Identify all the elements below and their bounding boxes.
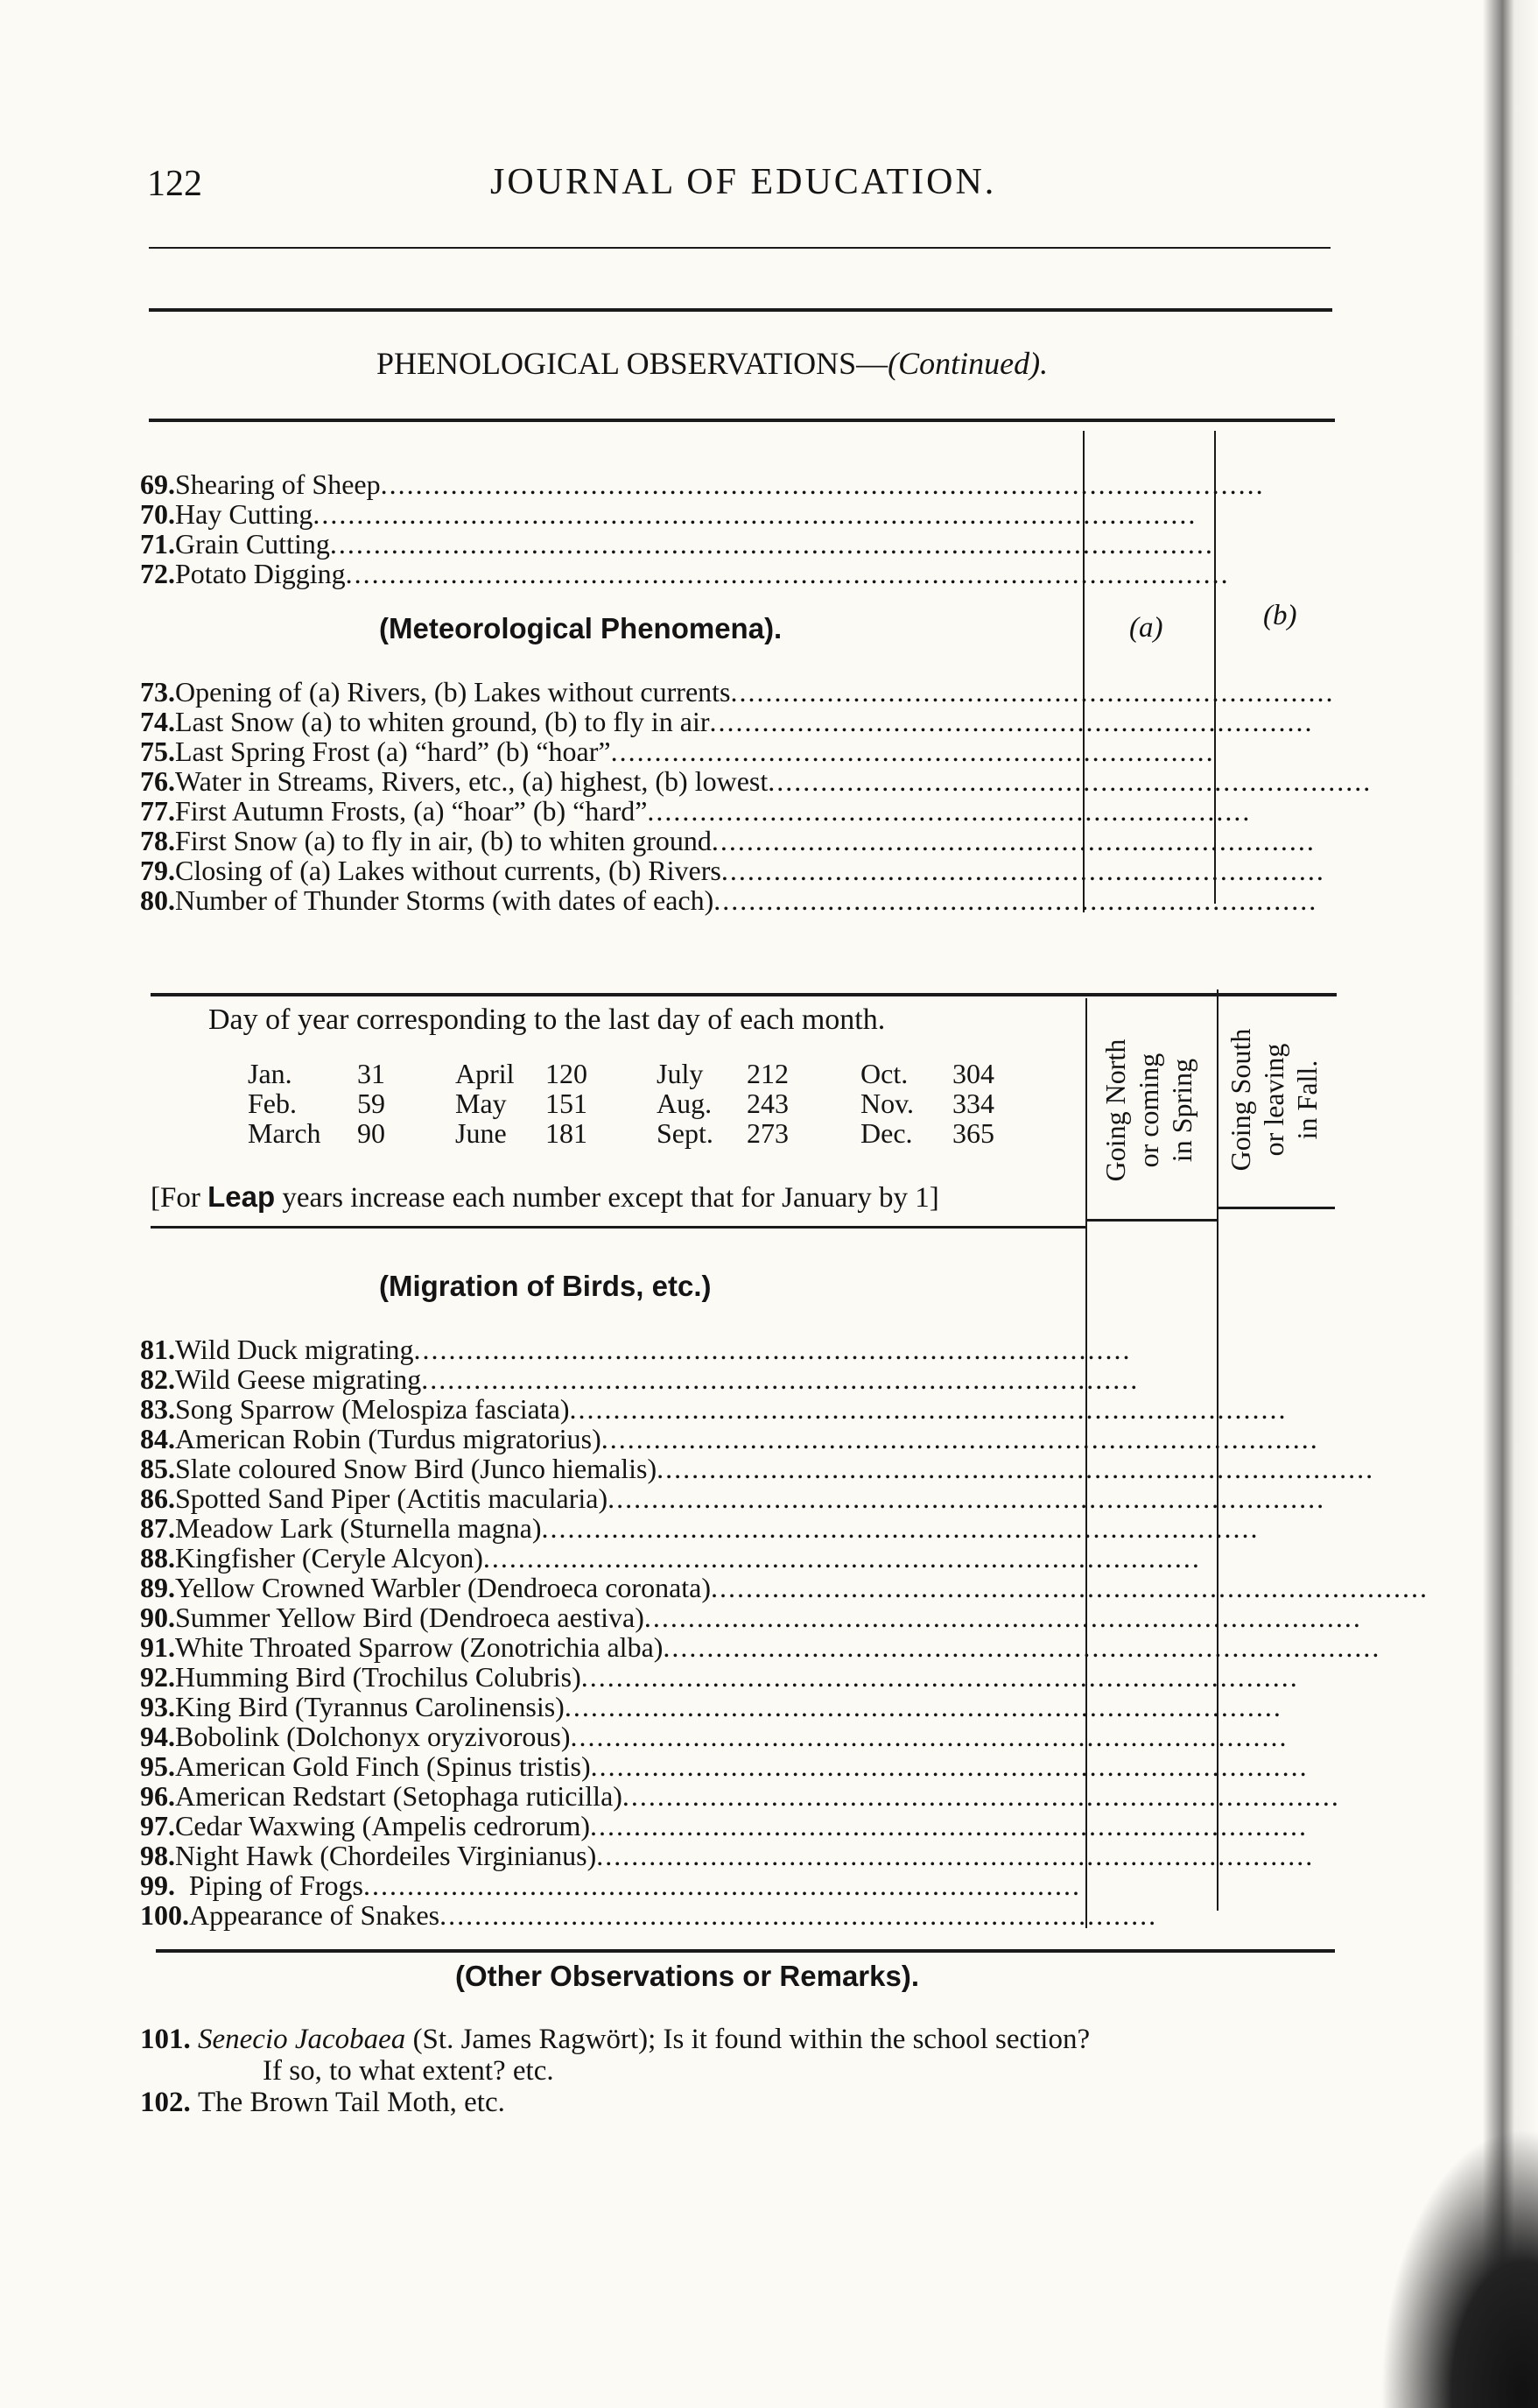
list-item xyxy=(140,1363,1140,1395)
list-item xyxy=(140,1810,1309,1841)
month-name: Feb. xyxy=(248,1088,297,1119)
item-number: 76. xyxy=(140,765,175,797)
month-name: Sept. xyxy=(657,1117,713,1149)
leap-note-bold: Leap xyxy=(207,1180,276,1213)
leader-dots: .................................................................................. xyxy=(439,1899,1158,1931)
leader-dots: .................................................................................. xyxy=(657,1453,1375,1484)
going-north-line: Going North xyxy=(1099,1039,1131,1182)
item-label: Kingfisher (Ceryle Alcyon) xyxy=(175,1542,483,1574)
section-title-continued: (Continued). xyxy=(888,346,1049,381)
leader-dots: ..................................................................... xyxy=(730,676,1335,708)
migration-heading: (Migration of Birds, etc.) xyxy=(379,1270,712,1302)
item-label: Wild Geese migrating xyxy=(175,1363,422,1395)
leader-dots: ..................................................................... xyxy=(610,736,1215,767)
item-label: Meadow Lark (Sturnella magna) xyxy=(175,1512,542,1544)
section-title xyxy=(376,346,1048,381)
list-item xyxy=(140,558,1230,589)
item-label: American Redstart (Setophaga ruticilla) xyxy=(175,1780,622,1812)
leader-dots: .................................................................................. xyxy=(622,1780,1340,1812)
month-day: 243 xyxy=(747,1088,789,1119)
item-label: Wild Duck migrating xyxy=(175,1334,414,1365)
item-number: 93. xyxy=(140,1691,175,1722)
item-number: 73. xyxy=(140,676,175,708)
column-a-label: (a) xyxy=(1129,612,1163,644)
month-day: 181 xyxy=(545,1117,587,1149)
leap-note-prefix: [For xyxy=(151,1182,208,1214)
month-day: 90 xyxy=(357,1117,385,1149)
list-item xyxy=(140,1393,1288,1425)
month-name: April xyxy=(455,1058,515,1089)
item-number: 85. xyxy=(140,1453,175,1484)
journal-title: JOURNAL OF EDUCATION. xyxy=(490,162,997,202)
leader-dots: .................................................................................. xyxy=(590,1750,1309,1782)
going-north-header xyxy=(1099,975,1204,1246)
going-south-line: Going South xyxy=(1225,1028,1256,1172)
page-number: 122 xyxy=(147,164,202,204)
item-number: 97. xyxy=(140,1810,175,1841)
item-label: Summer Yellow Bird (Dendroeca aestiva) xyxy=(175,1602,644,1633)
item-number: 78. xyxy=(140,825,175,856)
list-item xyxy=(140,1870,1081,1900)
leader-dots: ..................................................................... xyxy=(647,795,1252,827)
month-day: 59 xyxy=(357,1088,385,1119)
item-number: 90. xyxy=(140,1602,175,1633)
list-item xyxy=(140,1721,1289,1752)
item-number: 86. xyxy=(140,1482,175,1514)
column-b-label: (b) xyxy=(1263,600,1297,631)
going-south-header xyxy=(1224,968,1329,1231)
leader-dots: .................................................................................. xyxy=(663,1631,1381,1663)
list-item xyxy=(140,1453,1375,1484)
going-north-line: or coming xyxy=(1133,1053,1164,1168)
month-day: 273 xyxy=(747,1117,789,1149)
list-item xyxy=(140,825,1316,856)
item-number: 77. xyxy=(140,795,175,827)
item-label: Slate coloured Snow Bird (Junco hiemalis) xyxy=(175,1453,657,1484)
month-name: May xyxy=(455,1088,507,1119)
other-observations-heading: (Other Observations or Remarks). xyxy=(455,1960,919,1992)
item-label: Yellow Crowned Warbler (Dendroeca coronata) xyxy=(175,1572,712,1603)
item-number: 92. xyxy=(140,1661,175,1693)
leader-dots: .................................................................................. xyxy=(569,1393,1288,1425)
header-rule-thick xyxy=(149,308,1332,312)
item-label: Piping of Frogs xyxy=(188,1869,363,1901)
leap-note-suffix: years increase each number except that for January by 1] xyxy=(275,1182,939,1214)
item-number: 80. xyxy=(140,884,175,916)
leader-dots: ..................................................................................................... xyxy=(329,528,1214,560)
item-label: Song Sparrow (Melospiza fasciata) xyxy=(175,1393,570,1425)
item-label: White Throated Sparrow (Zonotrichia alba) xyxy=(175,1631,664,1663)
item-label: King Bird (Tyrannus Carolinensis) xyxy=(175,1691,565,1722)
item-number: 69. xyxy=(140,468,175,500)
leader-dots: .................................................................................. xyxy=(590,1810,1309,1841)
month-name: July xyxy=(657,1058,704,1089)
item-number: 83. xyxy=(140,1393,175,1425)
item-label: Last Snow (a) to whiten ground, (b) to fly in air xyxy=(175,706,710,737)
going-north-line: in Spring xyxy=(1166,1058,1197,1163)
month-name: March xyxy=(248,1117,321,1149)
list-item xyxy=(140,1840,1315,1871)
item-number: 96. xyxy=(140,1780,175,1812)
item-label: Humming Bird (Trochilus Colubris) xyxy=(175,1661,581,1693)
leader-dots: ..................................................................... xyxy=(709,706,1314,737)
month-day: 31 xyxy=(357,1058,385,1089)
leader-dots: ..................................................................... xyxy=(768,765,1373,797)
month-name: Aug. xyxy=(657,1088,713,1119)
leader-dots: ..................................................................... xyxy=(711,825,1316,856)
list-item xyxy=(140,1631,1381,1663)
species-name: Senecio Jacobaea xyxy=(198,2024,406,2055)
list-item xyxy=(140,528,1214,560)
section-title-rule xyxy=(149,419,1335,422)
item-number: 70. xyxy=(140,498,175,530)
item-number: 71. xyxy=(140,528,175,560)
item-label: Bobolink (Dolchonyx oryzivorous) xyxy=(175,1721,571,1752)
list-item xyxy=(140,1423,1319,1454)
leader-dots: ..................................................................... xyxy=(713,884,1318,916)
list-item xyxy=(140,1512,1260,1544)
item-label: Closing of (a) Lakes without currents, (b) Rivers xyxy=(175,855,721,886)
item-number: 87. xyxy=(140,1512,175,1544)
observation-item-101 xyxy=(140,2024,1090,2054)
leader-dots: ..................................................................................................... xyxy=(313,498,1197,530)
list-item xyxy=(140,855,1325,886)
month-name: Nov. xyxy=(860,1088,915,1119)
leader-dots: .................................................................................. xyxy=(482,1542,1201,1574)
item-number: 81. xyxy=(140,1334,175,1365)
item-label: Spotted Sand Piper (Actitis macularia) xyxy=(175,1482,608,1514)
item-label: Cedar Waxwing (Ampelis cedrorum) xyxy=(175,1810,591,1841)
list-item xyxy=(140,1691,1282,1722)
month-day: 120 xyxy=(545,1058,587,1089)
observation-item-102 xyxy=(140,2088,505,2117)
scan-ink-blot xyxy=(1380,2128,1538,2408)
section-title-main: PHENOLOGICAL OBSERVATIONS— xyxy=(376,346,888,381)
item-number: 100. xyxy=(140,1899,189,1931)
list-item xyxy=(140,1602,1362,1633)
item-number: 91. xyxy=(140,1631,175,1663)
month-name: Jan. xyxy=(248,1058,292,1089)
going-south-line: or leaving xyxy=(1258,1043,1289,1157)
item-label: Potato Digging xyxy=(175,558,346,589)
list-item xyxy=(140,1750,1309,1782)
item-label: Hay Cutting xyxy=(175,498,313,530)
item-label: Number of Thunder Storms (with dates of each) xyxy=(175,884,714,916)
month-name: Oct. xyxy=(860,1058,909,1089)
item-label: Opening of (a) Rivers, (b) Lakes without currents xyxy=(175,676,731,708)
list-item xyxy=(140,1482,1326,1514)
leap-year-note xyxy=(151,1182,939,1213)
list-item xyxy=(140,1899,1158,1931)
leader-dots: .................................................................................. xyxy=(564,1691,1282,1722)
list-item xyxy=(140,1572,1429,1603)
item-label: American Robin (Turdus migratorius) xyxy=(175,1423,601,1454)
list-item xyxy=(140,795,1252,827)
item-number: 84. xyxy=(140,1423,175,1454)
item-number: 99. xyxy=(140,1869,175,1901)
item-number: 79. xyxy=(140,855,175,886)
item-label: Last Spring Frost (a) “hard” (b) “hoar” xyxy=(175,736,611,767)
leader-dots: ..................................................................................................... xyxy=(345,558,1230,589)
item-label: Shearing of Sheep xyxy=(175,468,381,500)
item-label: First Autumn Frosts, (a) “hoar” (b) “hard” xyxy=(175,795,648,827)
leader-dots: ..................................................................... xyxy=(720,855,1325,886)
item-number: 102. xyxy=(140,2087,191,2118)
leader-dots: .................................................................................. xyxy=(600,1423,1319,1454)
leader-dots: .................................................................................. xyxy=(643,1602,1362,1633)
item-label: Grain Cutting xyxy=(175,528,330,560)
list-item xyxy=(140,1661,1299,1693)
month-day: 304 xyxy=(952,1058,994,1089)
month-name: Dec. xyxy=(860,1117,913,1149)
month-day-table xyxy=(248,1058,1036,1163)
list-item xyxy=(140,468,1265,500)
list-item xyxy=(140,498,1197,530)
leader-dots: .................................................................................. xyxy=(363,1869,1081,1901)
header-rule-thin xyxy=(149,247,1331,249)
leader-dots: .................................................................................. xyxy=(607,1482,1326,1514)
observation-item-101-continuation: If so, to what extent? etc. xyxy=(263,2055,554,2087)
month-day: 212 xyxy=(747,1058,789,1089)
item-label: Appearance of Snakes xyxy=(189,1899,440,1931)
list-item xyxy=(140,1334,1132,1365)
item-number: 75. xyxy=(140,736,175,767)
leader-dots: .................................................................................. xyxy=(541,1512,1260,1544)
calendar-intro: Day of year corresponding to the last day of each month. xyxy=(208,1003,886,1036)
list-item xyxy=(140,676,1335,708)
item-number: 101. xyxy=(140,2024,191,2055)
item-label: Water in Streams, Rivers, etc., (a) highest, (b) lowest xyxy=(175,765,769,797)
leader-dots: ..................................................................................................... xyxy=(380,468,1265,500)
item-label: Night Hawk (Chordeiles Virginianus) xyxy=(175,1840,597,1871)
observation-text: (St. James Ragwört); Is it found within the school section? xyxy=(405,2024,1091,2055)
item-number: 88. xyxy=(140,1542,175,1574)
month-day: 365 xyxy=(952,1117,994,1149)
month-name: June xyxy=(455,1117,507,1149)
leader-dots: .................................................................................. xyxy=(413,1334,1132,1365)
meteorological-heading: (Meteorological Phenomena). xyxy=(379,612,783,644)
list-item xyxy=(140,884,1318,916)
going-south-line: in Fall. xyxy=(1291,1060,1323,1140)
item-label: First Snow (a) to fly in air, (b) to whiten ground xyxy=(175,825,712,856)
calendar-bottom-rule xyxy=(151,1226,1085,1229)
list-item xyxy=(140,1542,1201,1574)
item-label: American Gold Finch (Spinus tristis) xyxy=(175,1750,591,1782)
leader-dots: .................................................................................. xyxy=(570,1721,1289,1752)
leader-dots: .................................................................................. xyxy=(596,1840,1315,1871)
item-number: 89. xyxy=(140,1572,175,1603)
item-number: 82. xyxy=(140,1363,175,1395)
leader-dots: .................................................................................. xyxy=(421,1363,1140,1395)
scan-edge-shadow xyxy=(1459,0,1538,2408)
item-number: 74. xyxy=(140,706,175,737)
month-day: 334 xyxy=(952,1088,994,1119)
item-number: 95. xyxy=(140,1750,175,1782)
leader-dots: .................................................................................. xyxy=(711,1572,1429,1603)
item-number: 98. xyxy=(140,1840,175,1871)
item-number: 72. xyxy=(140,558,175,589)
migration-bottom-rule xyxy=(156,1949,1335,1953)
leader-dots: .................................................................................. xyxy=(580,1661,1299,1693)
observation-text: The Brown Tail Moth, etc. xyxy=(198,2087,505,2118)
month-day: 151 xyxy=(545,1088,587,1119)
list-item xyxy=(140,1780,1340,1812)
list-item xyxy=(140,706,1314,737)
item-number: 94. xyxy=(140,1721,175,1752)
list-item xyxy=(140,765,1373,797)
list-item xyxy=(140,736,1215,767)
